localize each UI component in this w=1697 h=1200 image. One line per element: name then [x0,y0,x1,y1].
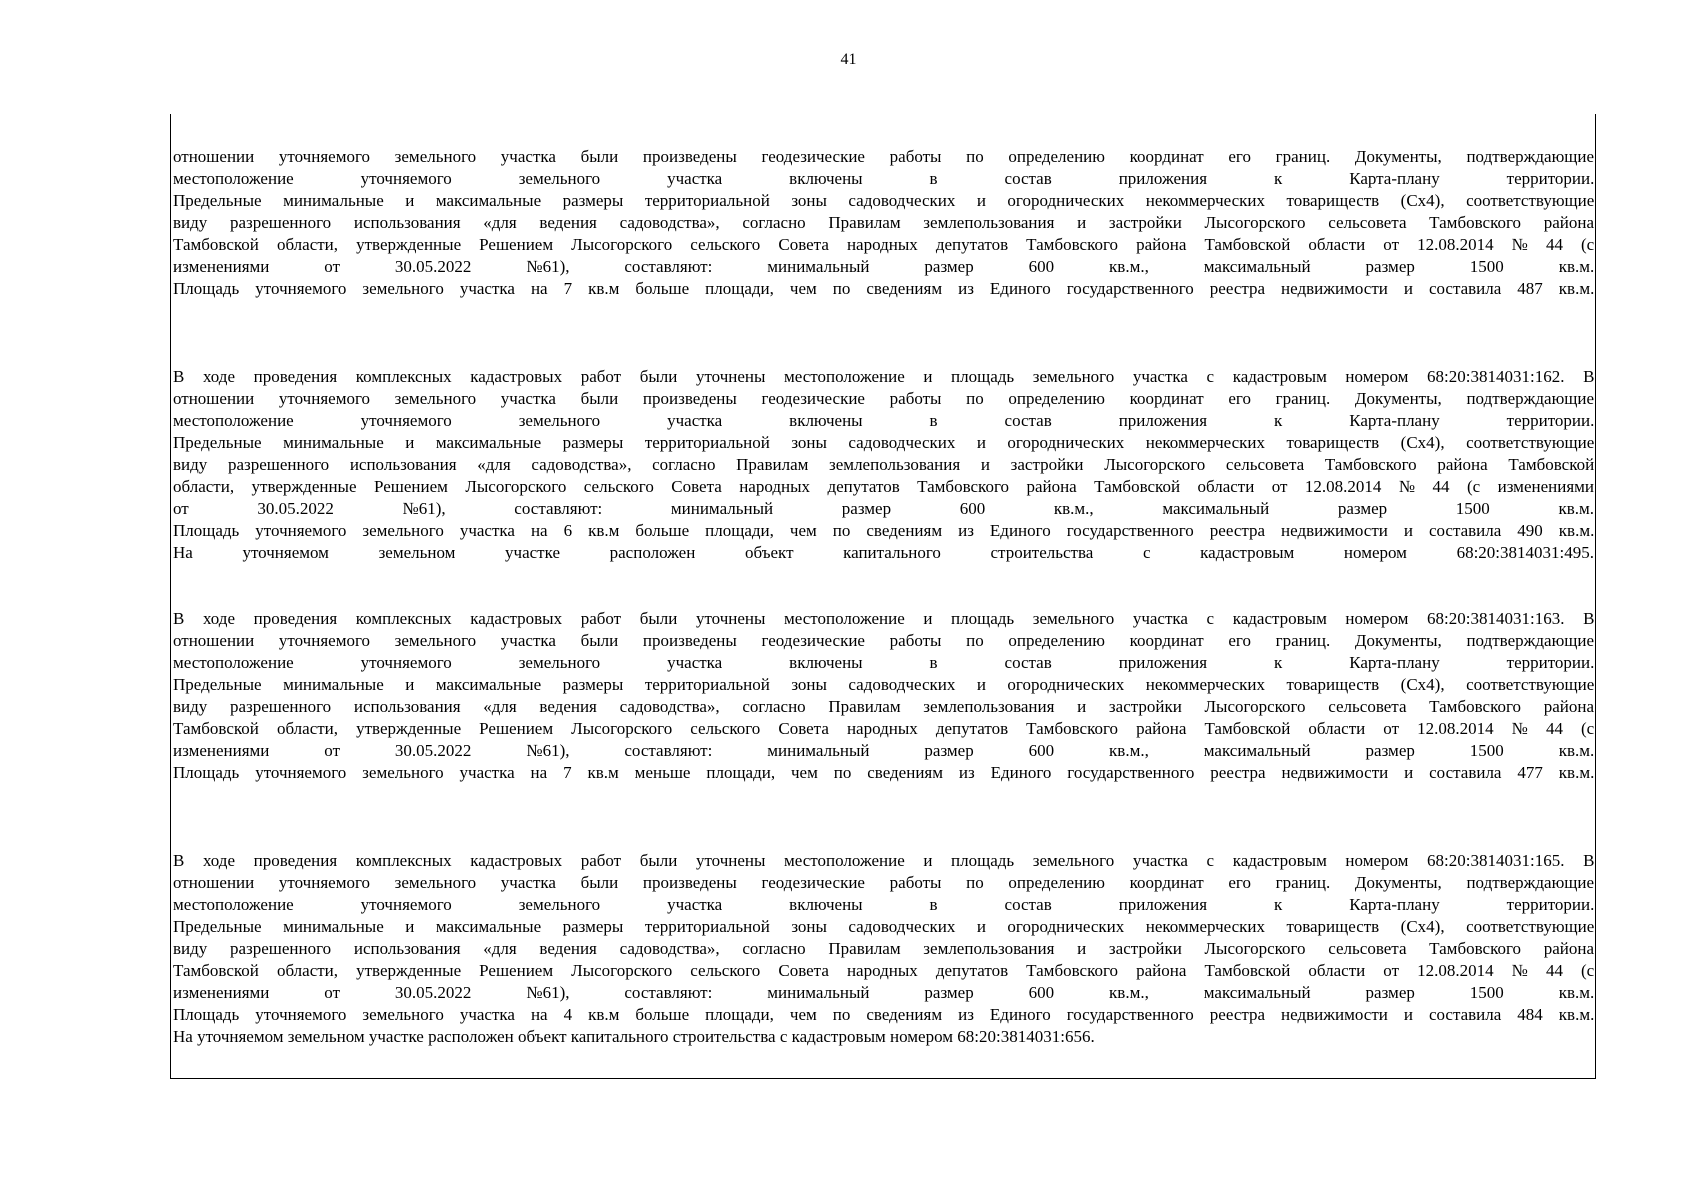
text-line: местоположение уточняемого земельного участка включены в состав приложения к Карта-плану территории. [173,895,1595,914]
paragraph-1 [173,146,1594,300]
paragraph-3 [173,608,1594,784]
text-line: изменениями от 30.05.2022 №61), составляют: минимальный размер 600 кв.м., максимальный размер 1500 кв.м. [173,257,1595,276]
text-line: виду разрешенного использования «для ведения садоводства», согласно Правилам землепользования и застройки Лысогорского сельсовета Тамбовского района [173,939,1594,958]
text-line: местоположение уточняемого земельного участка включены в состав приложения к Карта-плану территории. [173,169,1595,188]
text-line: виду разрешенного использования «для ведения садоводства», согласно Правилам землепользования и застройки Лысогорского сельсовета Тамбовского района [173,213,1594,232]
text-line: изменениями от 30.05.2022 №61), составляют: минимальный размер 600 кв.м., максимальный размер 1500 кв.м. [173,983,1595,1002]
text-line: виду разрешенного использования «для садоводства», согласно Правилам землепользования и застройки Лысогорского сельсовета Тамбовского района Тамбовской [173,455,1595,474]
text-line: отношении уточняемого земельного участка были произведены геодезические работы по определению координат его границ. Документы, подтверждающие [173,631,1594,650]
text-line: отношении уточняемого земельного участка были произведены геодезические работы по определению координат его границ. Документы, подтверждающие [173,389,1594,408]
text-line: Предельные минимальные и максимальные размеры территориальной зоны садоводческих и огороднических некоммерческих товариществ (Сх4), соответствующие [173,675,1595,694]
text-line: местоположение уточняемого земельного участка включены в состав приложения к Карта-плану территории. [173,411,1595,430]
text-line: местоположение уточняемого земельного участка включены в состав приложения к Карта-плану территории. [173,653,1595,672]
text-line: отношении уточняемого земельного участка были произведены геодезические работы по определению координат его границ. Документы, подтверждающие [173,147,1594,166]
text-line: В ходе проведения комплексных кадастровых работ были уточнены местоположение и площадь земельного участка с кадастровым номером 68:20:3814031:163. В [173,609,1595,628]
text-line: отношении уточняемого земельного участка были произведены геодезические работы по определению координат его границ. Документы, подтверждающие [173,873,1594,892]
document-frame [170,114,1596,1079]
page-number: 41 [840,51,857,68]
text-line: На уточняемом земельном участке расположен объект капитального строительства с кадастровым номером 68:20:3814031:495. [173,543,1594,562]
text-line: изменениями от 30.05.2022 №61), составляют: минимальный размер 600 кв.м., максимальный размер 1500 кв.м. [173,741,1595,760]
text-line: Площадь уточняемого земельного участка на 6 кв.м больше площади, чем по сведениям из Единого государственного реестра недвижимости и составила 490 кв.м. [173,521,1595,540]
text-line: Тамбовской области, утвержденные Решением Лысогорского сельского Совета народных депутатов Тамбовского района Тамбовской области от 12.08.2014 № 44 (с [173,961,1595,980]
text-line: области, утвержденные Решением Лысогорского сельского Совета народных депутатов Тамбовского района Тамбовской области от 12.08.2014 № 44 (с изменениями [173,477,1594,496]
text-line: Тамбовской области, утвержденные Решением Лысогорского сельского Совета народных депутатов Тамбовского района Тамбовской области от 12.08.2014 № 44 (с [173,235,1595,254]
text-line: виду разрешенного использования «для ведения садоводства», согласно Правилам землепользования и застройки Лысогорского сельсовета Тамбовского района [173,697,1594,716]
text-line: Площадь уточняемого земельного участка на 7 кв.м меньше площади, чем по сведениям из Единого государственного реестра недвижимости и составила 477 кв.м. [173,763,1595,782]
text-line: от 30.05.2022 №61), составляют: минимальный размер 600 кв.м., максимальный размер 1500 кв.м. [173,499,1594,518]
paragraph-4 [173,850,1594,1048]
text-line: В ходе проведения комплексных кадастровых работ были уточнены местоположение и площадь земельного участка с кадастровым номером 68:20:3814031:165. В [173,851,1595,870]
text-line: Предельные минимальные и максимальные размеры территориальной зоны садоводческих и огороднических некоммерческих товариществ (Сх4), соответствующие [173,433,1595,452]
text-line: Предельные минимальные и максимальные размеры территориальной зоны садоводческих и огороднических некоммерческих товариществ (Сх4), соответствующие [173,917,1595,936]
text-line: В ходе проведения комплексных кадастровых работ были уточнены местоположение и площадь земельного участка с кадастровым номером 68:20:3814031:162. В [173,367,1595,386]
text-line: Предельные минимальные и максимальные размеры территориальной зоны садоводческих и огороднических некоммерческих товариществ (Сх4), соответствующие [173,191,1595,210]
text-line: Площадь уточняемого земельного участка на 7 кв.м больше площади, чем по сведениям из Единого государственного реестра недвижимости и составила 487 кв.м. [173,279,1595,298]
text-line: На уточняемом земельном участке расположен объект капитального строительства с кадастровым номером 68:20:3814031:656. [173,1027,1095,1046]
paragraph-2 [173,366,1594,564]
text-line: Тамбовской области, утвержденные Решением Лысогорского сельского Совета народных депутатов Тамбовского района Тамбовской области от 12.08.2014 № 44 (с [173,719,1595,738]
text-line: Площадь уточняемого земельного участка на 4 кв.м больше площади, чем по сведениям из Единого государственного реестра недвижимости и составила 484 кв.м. [173,1005,1595,1024]
